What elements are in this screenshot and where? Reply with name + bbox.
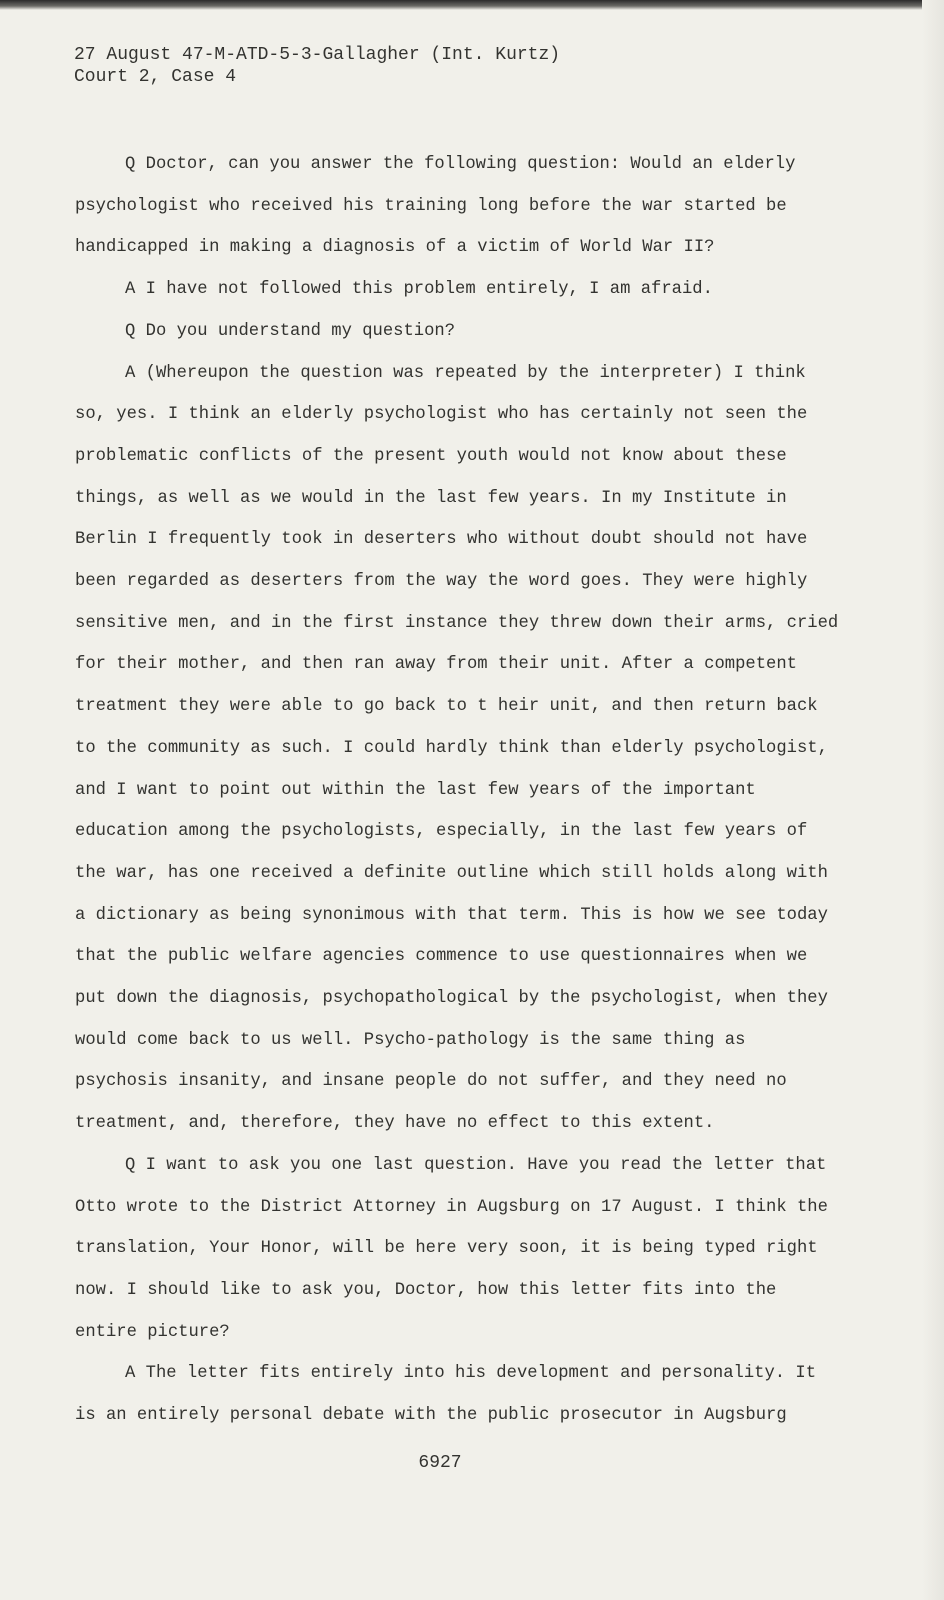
- header-session-line: 27 August 47-M-ATD-5-3-Gallagher (Int. Kurtz): [74, 45, 561, 65]
- paragraph-answer-letter: A The letter fits entirely into his development and personality. It is an entirely personal debate with the public prosecutor in Augsburg: [75, 1364, 817, 1426]
- header-court-line: Court 2, Case 4: [74, 67, 237, 87]
- paragraph-answer-deserters: A (Whereupon the question was repeated by the interpreter) I think so, yes. I think an elderly psychologist who has certainly not seen the problematic conflicts of the present youth would not know about these things, as well as we would in the last few years. In my Institute in Berlin I frequently took in deserters who without doubt should not have been regarded as deserters from the way the word goes. They were highly sensitive men, and in the first instance they threw down their arms, cried for their mother, and then ran away from their unit. After a competent treatment they were able to go back to t heir unit, and then return back to the community as such. I could hardly think than elderly psychologist, and I want to point out within the last few years of the important education among the psychologists, especially, in the last few years of the war, has one received a definite outline which still holds along with a dictionary as being synonimous with that term. This is how we see today that the public welfare agencies commence to use questionnaires when we put down the diagnosis, psychopathological by the psychologist, when they would come back to us well. Psycho-pathology is the same thing as psychosis insanity, and insane people do not suffer, and they need no treatment, and, therefore, they have no effect to this extent.: [75, 363, 839, 1134]
- paragraph-question-understand: Q Do you understand my question?: [125, 321, 456, 341]
- transcript-body: [75, 144, 845, 1437]
- paragraph-answer-not-followed: A I have not followed this problem entirely, I am afraid.: [125, 280, 713, 300]
- page-number: 6927: [418, 1453, 462, 1473]
- page-top-edge: [0, 0, 944, 10]
- document-header: [74, 44, 560, 88]
- paragraph-question-elderly-psychologist: Q Doctor, can you answer the following question: Would an elderly psychologist who received his training long before the war started be handicapped in making a diagnosis of a victim of World War II?: [75, 155, 796, 258]
- page-right-edge: [922, 0, 944, 1600]
- paragraph-question-letter: Q I want to ask you one last question. Have you read the letter that Otto wrote to the District Attorney in Augsburg on 17 August. I think the translation, Your Honor, will be here very soon, it is being typed right now. I should like to ask you, Doctor, how this letter fits into the entire picture?: [75, 1155, 828, 1342]
